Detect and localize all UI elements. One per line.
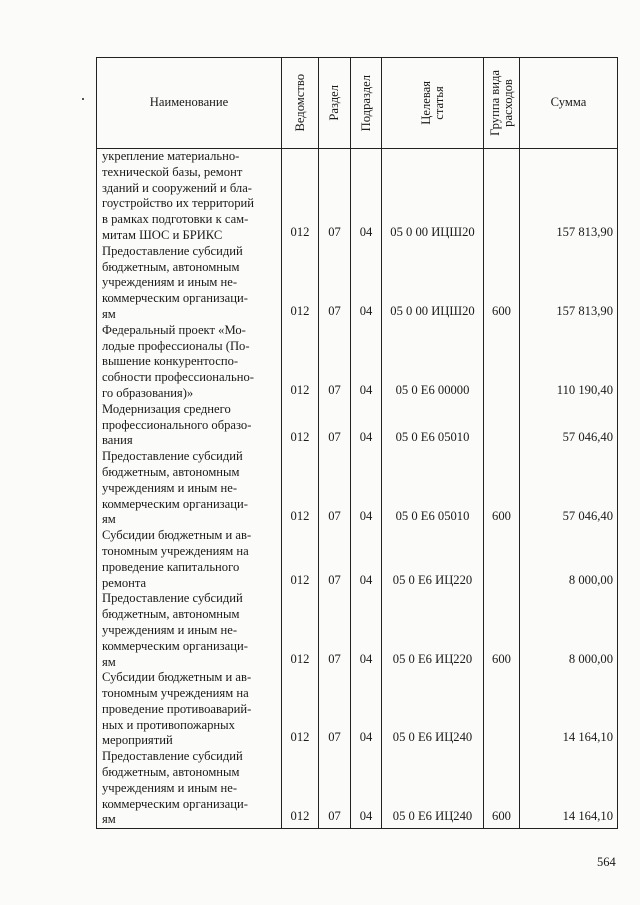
row-expense-group: 600 <box>484 244 520 323</box>
row-target-article: 05 0 00 ИЦШ20 <box>382 244 484 323</box>
row-expense-group <box>484 323 520 402</box>
row-subsection: 04 <box>351 449 382 528</box>
row-target-article: 05 0 Е6 ИЦ240 <box>382 670 484 749</box>
header-name: Наименование <box>97 58 282 149</box>
row-subsection: 04 <box>351 670 382 749</box>
row-target-article: 05 0 Е6 ИЦ220 <box>382 591 484 670</box>
header-subsection: Подраздел <box>351 58 382 149</box>
table-row <box>97 323 618 402</box>
budget-table <box>96 57 618 829</box>
row-amount: 57 046,40 <box>520 449 618 528</box>
row-name: Предоставление субсидий бюджетным, автономным учреждениям и иным не- коммерческим организаци- ям <box>97 591 282 670</box>
row-amount: 8 000,00 <box>520 528 618 591</box>
row-department: 012 <box>282 528 319 591</box>
page-number: 564 <box>597 855 616 869</box>
row-expense-group <box>484 149 520 244</box>
row-subsection: 04 <box>351 528 382 591</box>
table-row <box>97 402 618 449</box>
row-expense-group: 600 <box>484 591 520 670</box>
row-department: 012 <box>282 149 319 244</box>
table-row <box>97 749 618 828</box>
row-amount: 157 813,90 <box>520 244 618 323</box>
row-section: 07 <box>319 244 351 323</box>
row-department: 012 <box>282 323 319 402</box>
table-row <box>97 244 618 323</box>
header-target-article: Целевая статья <box>382 58 484 149</box>
row-amount: 157 813,90 <box>520 149 618 244</box>
row-subsection: 04 <box>351 402 382 449</box>
header-department: Ведомство <box>282 58 319 149</box>
row-amount: 14 164,10 <box>520 749 618 828</box>
row-section: 07 <box>319 591 351 670</box>
table-row <box>97 149 618 244</box>
row-department: 012 <box>282 402 319 449</box>
row-expense-group <box>484 670 520 749</box>
row-name: Модернизация среднего профессионального образо- вания <box>97 402 282 449</box>
row-expense-group: 600 <box>484 749 520 828</box>
row-name: Федеральный проект «Мо- лодые профессионалы (По- вышение конкурентоспо- собности профессионально- го образования)» <box>97 323 282 402</box>
row-section: 07 <box>319 670 351 749</box>
row-section: 07 <box>319 528 351 591</box>
row-target-article: 05 0 Е6 ИЦ220 <box>382 528 484 591</box>
row-name: Предоставление субсидий бюджетным, автономным учреждениям и иным не- коммерческим организаци- ям <box>97 749 282 828</box>
row-name: Субсидии бюджетным и ав- тономным учреждениям на проведение противоаварий- ных и противопожарных мероприятий <box>97 670 282 749</box>
row-target-article: 05 0 Е6 05010 <box>382 449 484 528</box>
row-amount: 14 164,10 <box>520 670 618 749</box>
row-expense-group <box>484 402 520 449</box>
row-amount: 8 000,00 <box>520 591 618 670</box>
row-section: 07 <box>319 749 351 828</box>
row-section: 07 <box>319 149 351 244</box>
row-subsection: 04 <box>351 149 382 244</box>
row-target-article: 05 0 Е6 ИЦ240 <box>382 749 484 828</box>
row-target-article: 05 0 Е6 00000 <box>382 323 484 402</box>
table-row <box>97 670 618 749</box>
row-amount: 110 190,40 <box>520 323 618 402</box>
row-section: 07 <box>319 402 351 449</box>
table-row <box>97 591 618 670</box>
row-section: 07 <box>319 449 351 528</box>
row-subsection: 04 <box>351 591 382 670</box>
row-department: 012 <box>282 749 319 828</box>
table-row <box>97 449 618 528</box>
table-header-row <box>97 58 618 149</box>
row-section: 07 <box>319 323 351 402</box>
row-department: 012 <box>282 670 319 749</box>
row-department: 012 <box>282 449 319 528</box>
row-name: Субсидии бюджетным и ав- тономным учреждениям на проведение капитального ремонта <box>97 528 282 591</box>
row-department: 012 <box>282 244 319 323</box>
row-subsection: 04 <box>351 749 382 828</box>
row-name: Предоставление субсидий бюджетным, автономным учреждениям и иным не- коммерческим организаци- ям <box>97 449 282 528</box>
row-department: 012 <box>282 591 319 670</box>
header-section: Раздел <box>319 58 351 149</box>
table-row <box>97 528 618 591</box>
row-expense-group <box>484 528 520 591</box>
header-expense-group: Группа вида расходов <box>484 58 520 149</box>
row-target-article: 05 0 Е6 05010 <box>382 402 484 449</box>
scan-mark <box>82 98 84 100</box>
row-subsection: 04 <box>351 244 382 323</box>
row-expense-group: 600 <box>484 449 520 528</box>
header-amount: Сумма <box>520 58 618 149</box>
row-target-article: 05 0 00 ИЦШ20 <box>382 149 484 244</box>
row-name: укрепление материально- технической базы, ремонт зданий и сооружений и бла- гоустройство их территорий в рамках подготовки к сам- митам ШОС и БРИКС <box>97 149 282 244</box>
row-amount: 57 046,40 <box>520 402 618 449</box>
row-name: Предоставление субсидий бюджетным, автономным учреждениям и иным не- коммерческим организаци- ям <box>97 244 282 323</box>
row-subsection: 04 <box>351 323 382 402</box>
